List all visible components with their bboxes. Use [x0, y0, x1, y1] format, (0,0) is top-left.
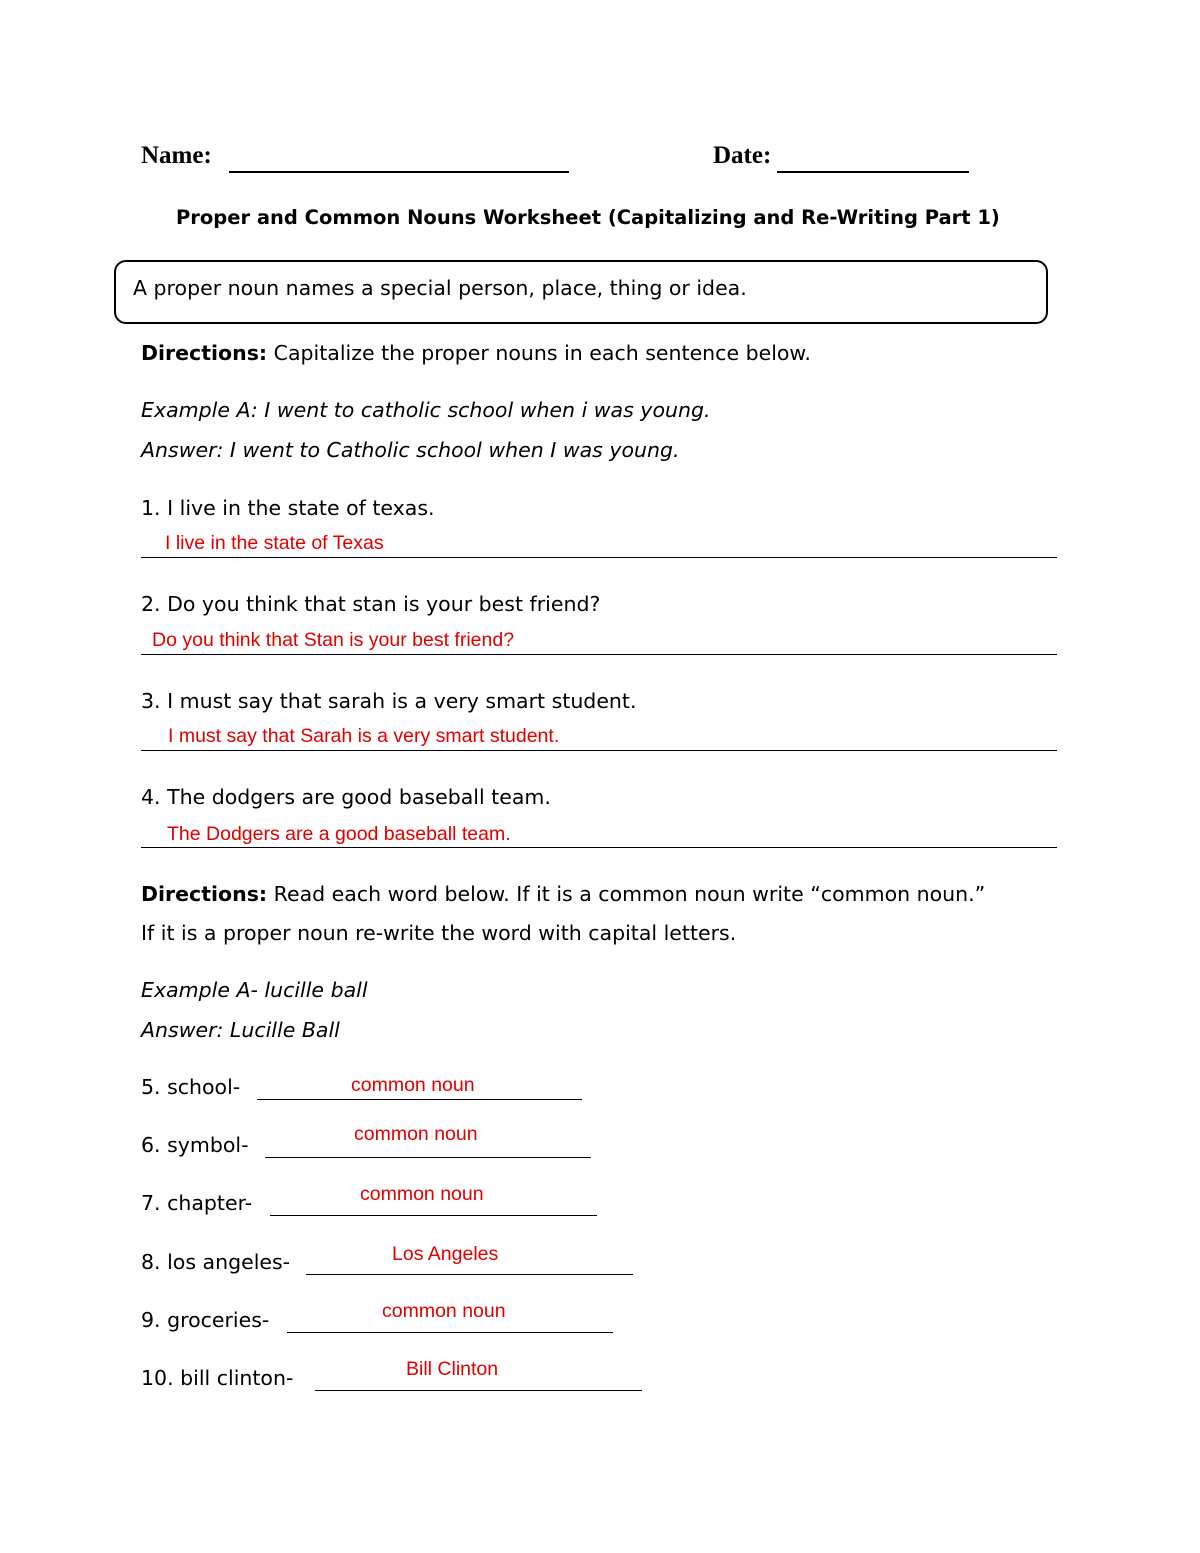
- answer-line-4[interactable]: [141, 847, 1057, 848]
- page-title: Proper and Common Nouns Worksheet (Capitalizing and Re-Writing Part 1): [176, 206, 1000, 229]
- word-answer-5: common noun: [351, 1074, 475, 1096]
- answer-1: I live in the state of Texas: [165, 532, 384, 554]
- example-1-answer: Answer: I went to Catholic school when I was young.: [141, 438, 680, 462]
- answer-4: The Dodgers are a good baseball team.: [167, 823, 511, 845]
- directions-2-text-line2: If it is a proper noun re-write the word with capital letters.: [141, 921, 737, 945]
- word-9: 9. groceries-: [141, 1308, 270, 1332]
- date-label: Date:: [713, 142, 772, 169]
- directions-2-label: Directions:: [141, 882, 268, 906]
- question-3: 3. I must say that sarah is a very smart student.: [141, 689, 637, 713]
- directions-1-label: Directions:: [141, 341, 268, 365]
- question-2: 2. Do you think that stan is your best friend?: [141, 592, 601, 616]
- word-5: 5. school-: [141, 1075, 241, 1099]
- word-answer-10: Bill Clinton: [406, 1358, 499, 1380]
- definition-text: A proper noun names a special person, place, thing or idea.: [133, 276, 747, 300]
- word-6: 6. symbol-: [141, 1133, 249, 1157]
- directions-2-text-line1: Read each word below. If it is a common noun write “common noun.”: [267, 882, 986, 906]
- directions-2: [141, 882, 985, 906]
- word-8: 8. los angeles-: [141, 1250, 291, 1274]
- directions-1-text: Capitalize the proper nouns in each sentence below.: [267, 341, 811, 365]
- date-field[interactable]: [777, 146, 969, 173]
- question-1: 1. I live in the state of texas.: [141, 496, 435, 520]
- answer-line-1[interactable]: [141, 557, 1057, 558]
- word-answer-7: common noun: [360, 1183, 484, 1205]
- example-1: Example A: I went to catholic school when i was young.: [141, 398, 711, 422]
- answer-2: Do you think that Stan is your best friend?: [152, 629, 515, 651]
- name-field[interactable]: [229, 146, 569, 173]
- name-label: Name:: [141, 142, 212, 169]
- directions-1: [141, 341, 811, 365]
- answer-3: I must say that Sarah is a very smart student.: [168, 725, 560, 747]
- word-10: 10. bill clinton-: [141, 1366, 294, 1390]
- word-answer-8: Los Angeles: [392, 1243, 499, 1265]
- example-2: Example A- lucille ball: [141, 978, 368, 1002]
- word-answer-9: common noun: [382, 1300, 506, 1322]
- word-answer-6: common noun: [354, 1123, 478, 1145]
- answer-line-2[interactable]: [141, 654, 1057, 655]
- word-7: 7. chapter-: [141, 1191, 253, 1215]
- example-2-answer: Answer: Lucille Ball: [141, 1018, 340, 1042]
- answer-line-3[interactable]: [141, 750, 1057, 751]
- question-4: 4. The dodgers are good baseball team.: [141, 785, 551, 809]
